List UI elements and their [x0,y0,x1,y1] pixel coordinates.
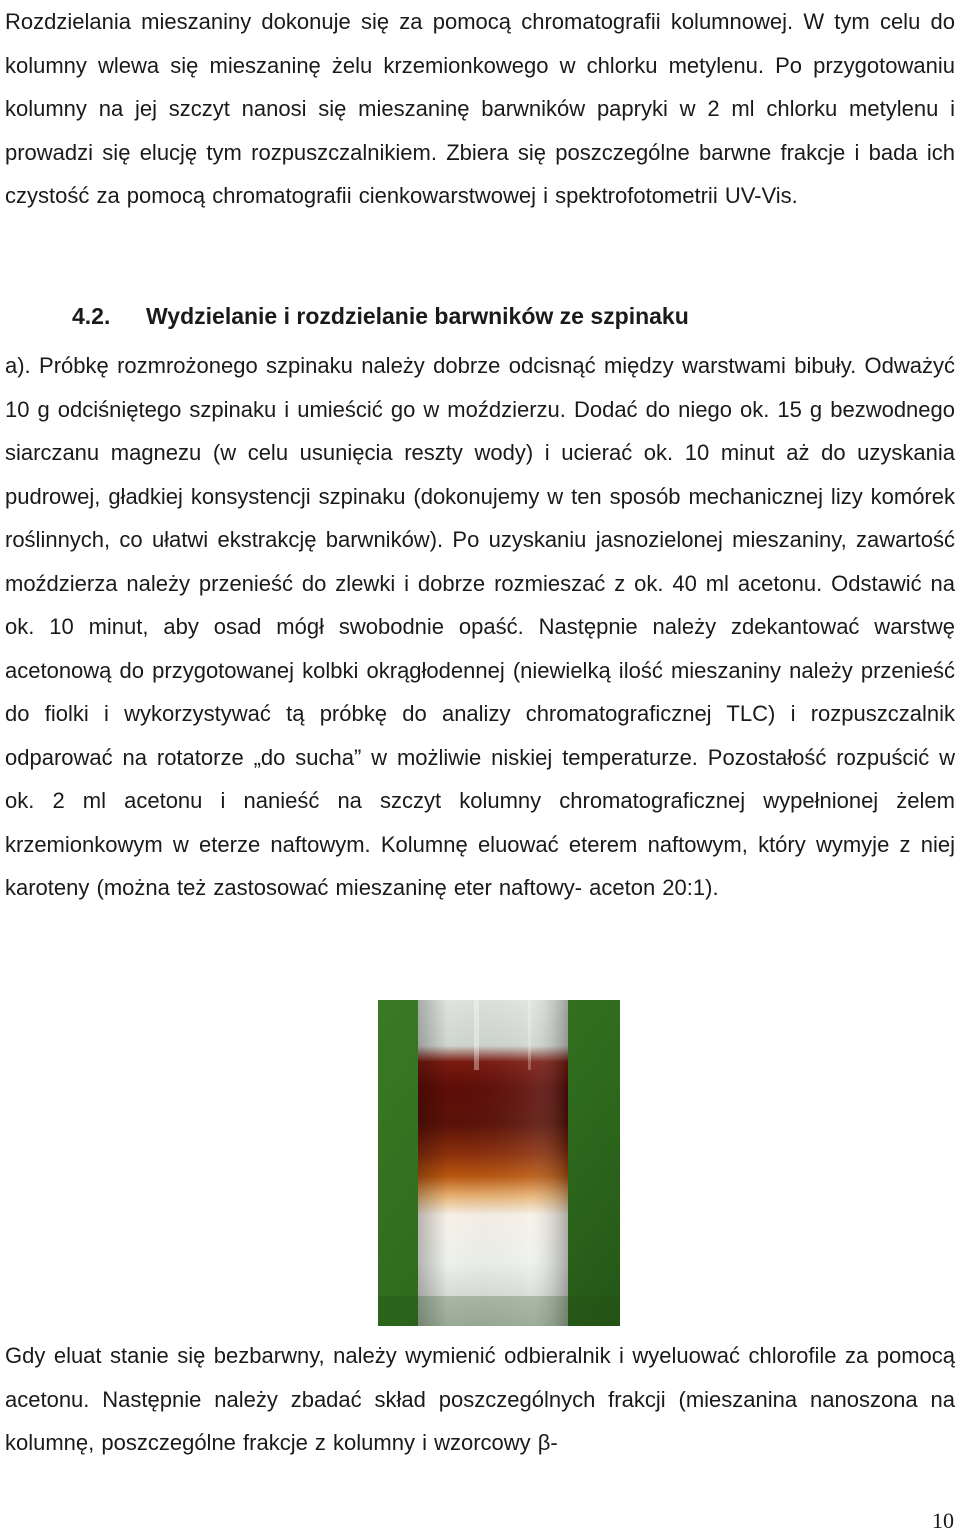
page-number: 10 [932,1508,954,1533]
chromatography-column-photo [378,1000,620,1326]
section-number: 4.2. [72,303,111,329]
closing-paragraph: Gdy eluat stanie się bezbarwny, należy wymienić odbieralnik i wyeluować chlorofile za pomocą acetonu. Następnie należy zbadać skład poszczególnych frakcji (mieszanina nanoszona na kolumnę, poszczególne frakcje z kolumny i wzorcowy β- [5,1343,955,1455]
section-heading [72,298,689,334]
intro-paragraph: Rozdzielania mieszaniny dokonuje się za pomocą chromatografii kolumnowej. W tym celu do kolumny wlewa się mieszaninę żelu krzemionkowego w chlorku metylenu. Po przygotowaniu kolumny na jej szczyt nanosi się mieszaninę barwników papryki w 2 ml chlorku metylenu i prowadzi się elucję tym rozpuszczalnikiem. Zbiera się poszczególne barwne frakcje i bada ich czystość za pomocą chromatografii cienkowarstwowej i spektrofotometrii UV-Vis. [5,9,955,208]
procedure-paragraph: a). Próbkę rozmrożonego szpinaku należy dobrze odcisnąć między warstwami bibuły. Odważyć 10 g odciśniętego szpinaku i umieścić go w moździerzu. Dodać do niego ok. 15 g bezwodnego siarczanu magnezu (w celu usunięcia reszty wody) i ucierać ok. 10 minut aż do uzyskania pudrowej, gładkiej konsystencji szpinaku (dokonujemy w ten sposób mechanicznej lizy komórek roślinnych, co ułatwi ekstrakcję barwników). Po uzyskaniu jasnozielonej mieszaniny, zawartość moździerza należy przenieść do zlewki i dobrze rozmieszać z ok. 40 ml acetonu. Odstawić na ok. 10 minut, aby osad mógł swobodnie opaść. Następnie należy zdekantować warstwę acetonową do przygotowanej kolbki okrągłodennej (niewielką ilość mieszaniny należy przenieść do fiolki i wykorzystywać tą próbkę do analizy chromatograficznej TLC) i rozpuszczalnik odparować na rotatorze „do sucha” w możliwie niskiej temperaturze. Pozostałość rozpuścić w ok. 2 ml acetonu i nanieść na szczyt kolumny chromatograficznej wypełnionej żelem krzemionkowym w eterze naftowym. Kolumnę eluować eterem naftowym, który wymyje z niej karoteny (można też zastosować mieszaninę eter naftowy- aceton 20:1). [5,353,955,900]
section-title: Wydzielanie i rozdzielanie barwników ze szpinaku [146,303,689,329]
